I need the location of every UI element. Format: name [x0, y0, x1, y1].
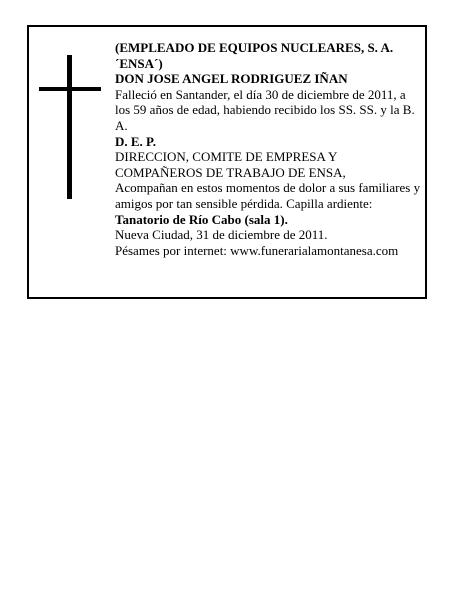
- condolence-text: Acompañan en estos momentos de dolor a sus familiares y amigos por tan sensible pérdida. Capilla ardiente:: [115, 180, 421, 211]
- cross-icon: [39, 55, 101, 199]
- death-details: Falleció en Santander, el día 30 de diciembre de 2011, a los 59 años de edad, habiendo recibido los SS. SS. y la B. A.: [115, 86, 415, 133]
- dep-line: D. E. P.: [115, 133, 157, 149]
- company-header: (EMPLEADO DE EQUIPOS NUCLEARES, S. A. ´ENSA´): [115, 40, 394, 71]
- mourners-line: DIRECCION, COMITE DE EMPRESA Y COMPAÑEROS DE TRABAJO DE ENSA,: [115, 149, 346, 180]
- condolence-paragraph: [115, 180, 421, 227]
- deceased-name: DON JOSE ANGEL RODRIGUEZ IÑAN: [115, 71, 348, 87]
- online-condolences: Pésames por internet: www.funerarialamontanesa.com: [115, 242, 399, 258]
- place-date: Nueva Ciudad, 31 de diciembre de 2011.: [115, 227, 328, 243]
- notice-text-block: [115, 40, 421, 258]
- cross-vertical-bar: [67, 55, 72, 199]
- cross-horizontal-bar: [39, 87, 101, 91]
- chapel-location: Tanatorio de Río Cabo (sala 1).: [115, 211, 288, 227]
- obituary-notice: [27, 25, 427, 299]
